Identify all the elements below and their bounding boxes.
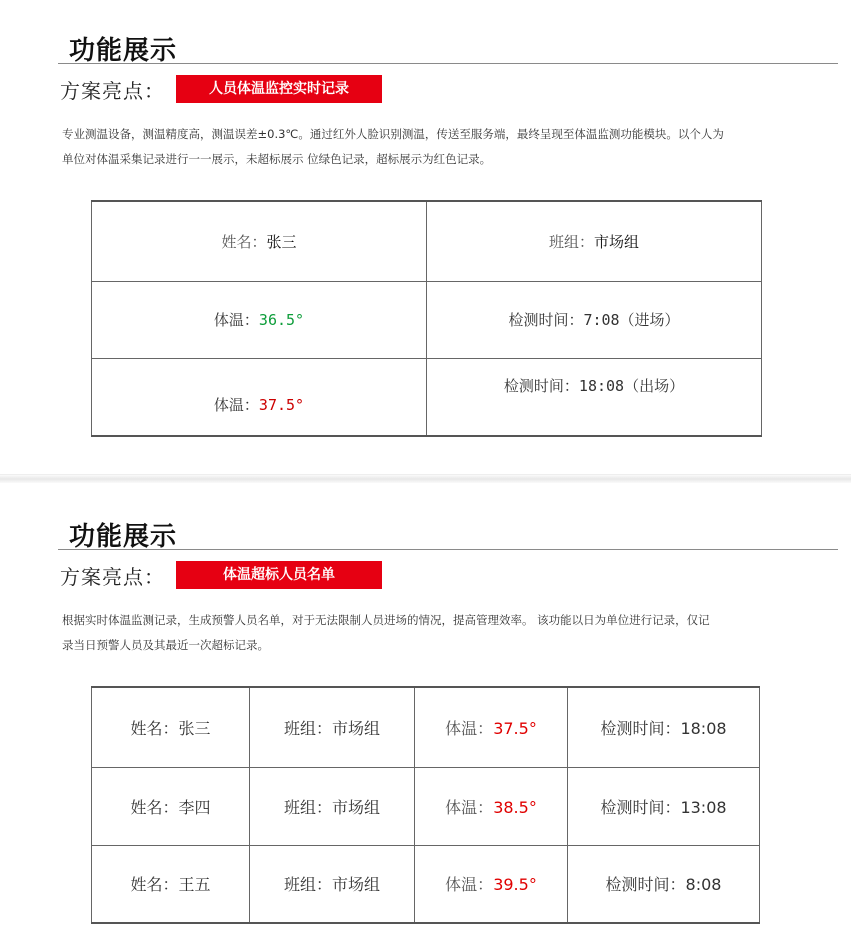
name-cell — [92, 201, 427, 281]
temperature-label: 体温： — [445, 718, 494, 738]
temperature-cell — [92, 281, 427, 358]
check-time-cell: 检测时间：13:08 — [568, 767, 760, 845]
section-title: 功能展示 — [69, 522, 178, 552]
group-cell: 班组：市场组 — [250, 687, 415, 767]
temperature-cell — [415, 845, 568, 923]
table-row — [92, 767, 760, 845]
group-cell: 班组：市场组 — [250, 845, 415, 923]
highlight-label: 方案亮点： — [60, 79, 165, 103]
temperature-value: 39.5° — [493, 875, 537, 895]
description-line: 录当日预警人员及其最近一次超标记录。 — [62, 638, 269, 652]
description-line: 单位对体温采集记录进行一一展示，未超标展示 位绿色记录，超标展示为红色记录。 — [62, 152, 492, 166]
temperature-value: 37.5° — [493, 718, 537, 738]
temperature-label: 体温： — [445, 797, 494, 817]
table-row-header — [92, 201, 762, 281]
table-row — [92, 281, 762, 358]
group-label: 班组： — [548, 232, 594, 251]
name-label: 姓名： — [221, 232, 267, 251]
table-row — [92, 845, 760, 923]
temperature-record-table — [91, 200, 762, 437]
temperature-value: 37.5° — [258, 396, 305, 415]
table-row — [92, 358, 762, 436]
check-time-cell: 检测时间：7:08（进场） — [427, 281, 762, 358]
description-line: 专业测温设备，测温精度高，测温误差±0.3℃。通过红外人脸识别测温，传送至服务端，最终呈现至体温监测功能模块。以个人为 — [62, 127, 724, 141]
temperature-label: 体温： — [445, 875, 494, 895]
section-description — [62, 608, 782, 658]
section-realtime-records — [0, 0, 851, 468]
highlight-label: 方案亮点： — [60, 565, 165, 589]
feature-badge: 体温超标人员名单 — [176, 561, 382, 589]
temperature-label: 体温： — [213, 311, 259, 329]
name-cell: 姓名：李四 — [92, 767, 250, 845]
check-time-cell: 检测时间：18:08 — [568, 687, 760, 767]
section-title: 功能展示 — [69, 36, 178, 66]
temperature-cell — [415, 687, 568, 767]
title-divider — [58, 549, 838, 550]
check-time-cell: 检测时间：8:08 — [568, 845, 760, 923]
temperature-value: 38.5° — [493, 797, 537, 817]
title-divider — [58, 63, 838, 64]
group-cell: 班组：市场组 — [250, 767, 415, 845]
name-value: 张三 — [266, 232, 297, 251]
group-value: 市场组 — [594, 232, 640, 251]
section-separator — [0, 474, 851, 483]
section-description — [62, 122, 782, 172]
section-alert-list — [0, 486, 851, 947]
feature-badge: 人员体温监控实时记录 — [176, 75, 382, 103]
description-line: 根据实时体温监测记录，生成预警人员名单，对于无法限制人员进场的情况，提高管理效率。 该功能以日为单位进行记录，仅记 — [62, 613, 710, 627]
alert-personnel-table — [91, 686, 760, 924]
temperature-cell — [415, 767, 568, 845]
temperature-value: 36.5° — [258, 311, 305, 329]
table-row — [92, 687, 760, 767]
name-cell: 姓名：张三 — [92, 687, 250, 767]
group-cell — [427, 201, 762, 281]
temperature-cell — [92, 358, 427, 436]
check-time-cell: 检测时间：18:08（出场） — [427, 358, 762, 436]
temperature-label: 体温： — [213, 396, 259, 415]
name-cell: 姓名：王五 — [92, 845, 250, 923]
